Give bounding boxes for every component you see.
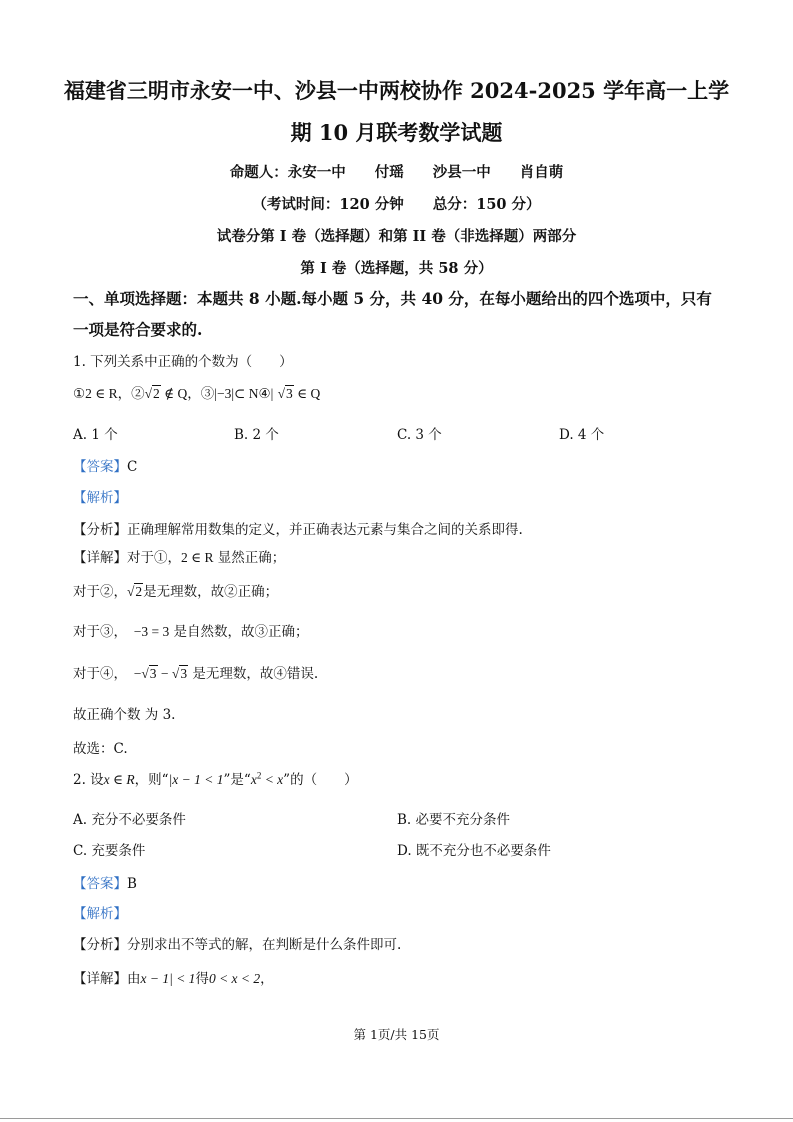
q2-option-a: A. 充分不必要条件 bbox=[73, 812, 186, 828]
q1-detail-l2-sqrt: √2 bbox=[127, 584, 143, 599]
q1-detail-l2-tail: 是无理数，故②正确； bbox=[143, 584, 279, 600]
q2-detail-expr1: x − 1| < 1 bbox=[140, 971, 196, 986]
q1-item4-sqrt: √3 bbox=[277, 386, 293, 401]
q1-detail-l1-expr: 2 ∈ R bbox=[181, 550, 214, 565]
q1-detail-l1-text: 对于①， bbox=[127, 550, 181, 566]
q1-item2-rest: ∉ Q bbox=[160, 386, 188, 401]
q2-detail-tag: 【详解】 bbox=[73, 971, 127, 987]
q1-option-c: C. 3 个 bbox=[397, 427, 442, 443]
q1-stem: 1. 下列关系中正确的个数为（ ） bbox=[73, 354, 293, 370]
q2-option-b: B. 必要不充分条件 bbox=[397, 812, 511, 828]
q1-detail-l4-text: 对于④， bbox=[73, 666, 121, 682]
q1-detail-line1 bbox=[73, 546, 285, 566]
q1-detail-line3 bbox=[73, 620, 309, 640]
q2-analysis-tag: 【解析】 bbox=[73, 906, 127, 922]
q1-item3-label: ，③ bbox=[187, 386, 215, 402]
q2-stem-b: ，则“ bbox=[134, 772, 169, 788]
q2-stem-a: 2. 设 bbox=[73, 772, 104, 788]
q2-detail-b: 得 bbox=[195, 971, 209, 987]
q1-item3-expr: |−3|⊂ N bbox=[214, 386, 259, 401]
q1-item4-bar: | bbox=[270, 386, 274, 401]
parts-note-line: 试卷分第 I 卷（选择题）和第 II 卷（非选择题）两部分 bbox=[216, 228, 577, 245]
q1-analysis-tag: 【解析】 bbox=[73, 490, 127, 506]
q1-answer-value: C bbox=[127, 459, 138, 475]
q1-detail-l4-mid: − bbox=[157, 666, 172, 681]
q2-option-d: D. 既不充分也不必要条件 bbox=[397, 843, 551, 859]
q1-fenxi-tag: 【分析】 bbox=[73, 522, 127, 538]
exam-info-line: （考试时间：120 分钟 总分：150 分） bbox=[252, 196, 541, 213]
q2-fenxi-text: 分别求出不等式的解，在判断是什么条件即可. bbox=[127, 937, 402, 953]
q2-stem bbox=[73, 768, 358, 788]
title-line-2: 期 10 月联考数学试题 bbox=[290, 120, 503, 145]
section1-heading-line2: 一项是符合要求的. bbox=[73, 320, 203, 339]
q1-detail-l2-text: 对于②， bbox=[73, 584, 127, 600]
q1-option-d: D. 4 个 bbox=[559, 427, 605, 443]
q2-fenxi bbox=[73, 933, 401, 953]
q1-answer bbox=[73, 455, 137, 475]
q2-stem-var: x ∈ R bbox=[103, 772, 135, 787]
section1-heading-line1: 一、单项选择题：本题共 8 小题.每小题 5 分，共 40 分，在每小题给出的四个选项中，只有 bbox=[73, 289, 712, 308]
q1-item1-expr: 2 ∈ R bbox=[85, 386, 118, 401]
q1-detail-l4-sqrt1: √3 bbox=[141, 666, 157, 681]
q1-item2-radicand: 2 bbox=[153, 386, 160, 401]
q1-detail-tag: 【详解】 bbox=[73, 550, 127, 566]
q1-detail-l3-tail: 是自然数，故③正确； bbox=[173, 624, 309, 640]
page-footer: 第 1页/共 15页 bbox=[353, 1027, 440, 1042]
q2-fenxi-tag: 【分析】 bbox=[73, 937, 127, 953]
q1-detail-l3-text: 对于③， bbox=[73, 624, 121, 640]
authors-line: 命题人：永安一中 付瑶 沙县一中 肖自萌 bbox=[229, 164, 564, 181]
q2-detail bbox=[73, 967, 274, 987]
q1-item4-label: ④ bbox=[258, 386, 271, 402]
q1-choice: 故选：C. bbox=[73, 741, 128, 757]
q1-detail-l2-radicand: 2 bbox=[135, 584, 143, 599]
q1-fenxi-text: 正确理解常用数集的定义，并正确表达元素与集合之间的关系即得. bbox=[127, 522, 523, 538]
q2-stem-expr2: x bbox=[250, 772, 257, 787]
q2-option-c: C. 充要条件 bbox=[73, 843, 146, 859]
q1-detail-l4-sqrt2: √3 bbox=[171, 666, 188, 681]
q1-detail-l4-radicand1: 3 bbox=[149, 666, 157, 681]
q2-stem-expr2b: < x bbox=[261, 772, 284, 787]
q1-option-b: B. 2 个 bbox=[234, 427, 279, 443]
q1-item2-label: ，② bbox=[117, 386, 145, 402]
bottom-divider bbox=[0, 1118, 793, 1119]
q1-item2-sqrt: √2 bbox=[144, 386, 160, 401]
q2-stem-c: ”是“ bbox=[223, 772, 251, 788]
q2-stem-d: ”的（ ） bbox=[283, 772, 358, 788]
q2-stem-sup: 2 bbox=[256, 770, 262, 781]
q2-answer bbox=[73, 872, 137, 892]
q1-option-a: A. 1 个 bbox=[73, 427, 118, 443]
q1-detail-l1-tail: 显然正确； bbox=[217, 550, 286, 566]
q1-item1-label: ① bbox=[73, 386, 86, 402]
q2-detail-expr2: 0 < x < 2 bbox=[208, 971, 261, 986]
q2-answer-tag: 【答案】 bbox=[73, 876, 127, 892]
q1-answer-tag: 【答案】 bbox=[73, 459, 127, 475]
q1-detail-l4-radicand2: 3 bbox=[180, 666, 188, 681]
q1-detail-line4 bbox=[73, 662, 318, 682]
q2-answer-value: B bbox=[127, 876, 137, 892]
q1-detail-l3-expr: −3 = 3 bbox=[133, 624, 170, 639]
q1-detail-l4-minus: − bbox=[133, 666, 142, 681]
q1-fenxi bbox=[73, 518, 523, 538]
title-line-1: 福建省三明市永安一中、沙县一中两校协作 2024-2025 学年高一上学 bbox=[63, 78, 730, 103]
q1-item4-rest: ∈ Q bbox=[293, 386, 321, 401]
q2-stem-expr1: |x − 1 < 1 bbox=[168, 772, 224, 787]
q1-item4-radicand: 3 bbox=[286, 386, 293, 401]
q1-detail-l4-tail: 是无理数，故④错误. bbox=[192, 666, 319, 682]
q1-detail-line2 bbox=[73, 580, 278, 600]
q1-conclusion: 故正确个数 为 3. bbox=[73, 707, 176, 723]
q2-detail-c: ， bbox=[260, 971, 274, 987]
part1-title: 第 I 卷（选择题，共 58 分） bbox=[300, 260, 493, 277]
q2-detail-a: 由 bbox=[127, 971, 141, 987]
q1-items bbox=[73, 382, 320, 402]
